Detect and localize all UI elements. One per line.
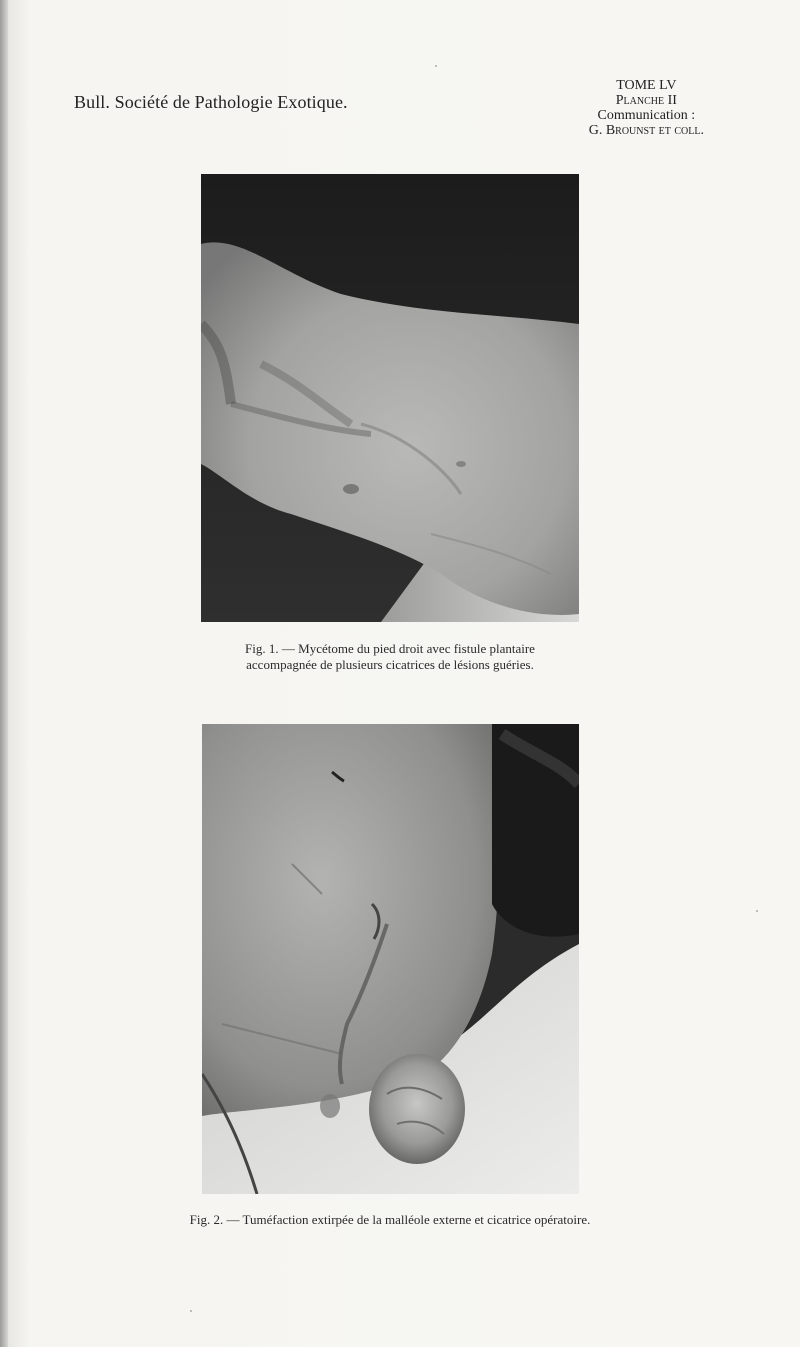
communication-label: Communication :: [597, 108, 696, 123]
planche-label: Planche II: [615, 93, 677, 108]
ankle-photo-image: [202, 724, 579, 1194]
figure-1-caption-line-2: accompagnée de plusieurs cicatrices de lésions guéries.: [246, 657, 534, 672]
author-label: G. Brounst et coll.: [588, 123, 704, 138]
tome-label: TOME LV: [616, 78, 677, 93]
journal-title: Bull. Société de Pathologie Exotique.: [74, 92, 348, 112]
paper-speck: [435, 65, 437, 67]
figure-1-caption-line-1: Fig. 1. — Mycétome du pied droit avec fistule plantaire: [245, 641, 535, 656]
binding-edge: [0, 0, 8, 1347]
plate-info: [589, 78, 704, 138]
foot-photo-image: [201, 174, 579, 622]
figure-2-caption-line-1: Fig. 2. — Tuméfaction extirpée de la malléole externe et cicatrice opératoire.: [189, 1212, 591, 1227]
paper-speck: [756, 910, 758, 912]
figure-2-photo: [202, 724, 579, 1194]
figure-2-caption: [110, 1212, 670, 1228]
figure-1-caption: [190, 641, 590, 673]
paper-speck: [190, 1310, 192, 1312]
figure-1-photo: [201, 174, 579, 622]
